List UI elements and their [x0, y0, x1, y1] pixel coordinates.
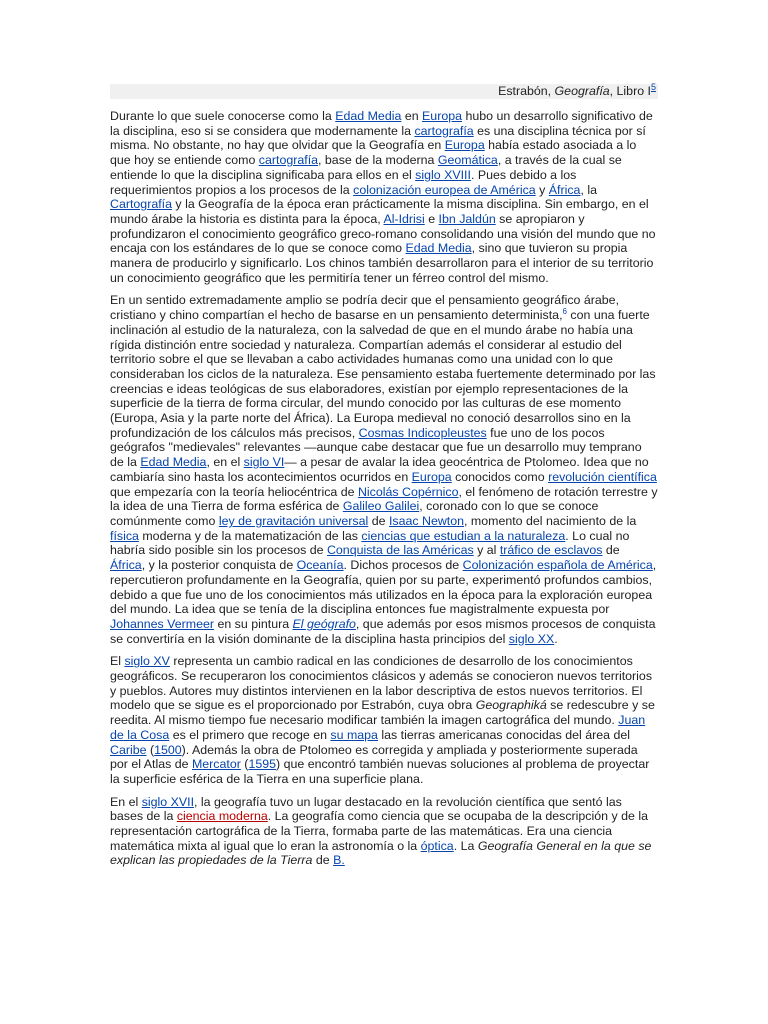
wiki-link[interactable]: Mercator: [191, 757, 241, 772]
wiki-link[interactable]: ley de gravitación universal: [218, 513, 369, 528]
italic-text: Geographiká: [475, 698, 547, 713]
text-run: se redescubre y se reedita. Al mismo tiempo fue necesario modificar también la imagen cartográfica del mundo.: [110, 698, 655, 728]
wiki-link[interactable]: Ibn Jaldún: [438, 211, 496, 226]
caption-work: Geografía: [554, 84, 610, 98]
wiki-link[interactable]: Juan de la Cosa: [110, 713, 646, 742]
text-run: (: [240, 757, 249, 772]
wiki-link[interactable]: Edad Media: [335, 109, 402, 123]
text-run: , sino que tuvieron su propia manera de producirlo y significarlo. Los chinos también desarrollaron para el interior de su territorio un conocimiento geográfico que les permitiría tener un férreo control del mismo.: [110, 241, 654, 285]
wiki-link[interactable]: África: [110, 558, 142, 573]
text-run: en su pintura: [214, 616, 293, 631]
wiki-link[interactable]: Isaac Newton: [388, 513, 465, 528]
text-run: y al: [473, 543, 500, 558]
wiki-link[interactable]: cartografía: [414, 123, 474, 138]
wiki-link[interactable]: 1595: [248, 757, 277, 772]
text-run: ) que encontró también nuevas soluciones al problema de proyectar la superficie esférica de la Tierra en una superficie plana.: [110, 757, 650, 786]
article-paragraph: [110, 654, 658, 786]
text-run: . Lo cual no habría sido posible sin los procesos de: [110, 528, 630, 558]
text-run: , la: [580, 182, 597, 197]
text-run: , el fenómeno de rotación terrestre y la idea de una Tierra de forma esférica de: [110, 484, 658, 514]
text-run: El: [110, 654, 125, 669]
text-run: Durante lo que suele conocerse como la: [110, 109, 336, 123]
text-run: es una disciplina técnica por sí misma. No obstante, no hay que olvidar que la Geografía en: [110, 123, 646, 153]
text-run: de: [368, 513, 389, 528]
wiki-link[interactable]: óptica: [420, 838, 454, 853]
text-run: , la geografía tuvo un lugar destacado en la revolución científica que sentó las bases de la: [110, 794, 622, 824]
caption-author: Estrabón,: [498, 84, 555, 98]
caption-reference-link[interactable]: 5: [650, 81, 656, 92]
text-run: , que además por esos mismos procesos de conquista se convertiría en la visión dominante de la disciplina hasta principios del: [110, 616, 656, 646]
wiki-link[interactable]: tráfico de esclavos: [499, 543, 603, 558]
text-run: se apropiaron y profundizaron el conocimiento geográfico greco-romano consolidando una visión del mundo que no encaja con los estándares de lo que se conoce como: [110, 211, 656, 256]
wiki-link[interactable]: Al-Idrisi: [383, 211, 425, 226]
text-run: de: [312, 853, 334, 868]
text-run: En un sentido extremadamente amplio se podría decir que el pensamiento geográfico árabe, cristiano y chino compartían el hecho de basarse en un pensamiento determinista,: [110, 293, 620, 323]
wiki-link[interactable]: Johannes Vermeer: [110, 616, 215, 631]
wiki-link[interactable]: ciencia moderna: [176, 809, 268, 824]
wiki-link[interactable]: 1500: [154, 742, 182, 757]
wiki-link[interactable]: siglo XV: [124, 654, 170, 669]
article-paragraph: [110, 293, 658, 646]
text-run: había estado asociada a lo que hoy se entiende como: [110, 138, 637, 168]
text-run: , base de la moderna: [318, 153, 438, 168]
text-run: hubo un desarrollo significativo de la disciplina, eso si se considera que modernamente la: [110, 109, 653, 138]
wiki-link[interactable]: Edad Media: [140, 455, 207, 470]
wiki-link[interactable]: El geógrafo: [292, 616, 356, 631]
wiki-link[interactable]: Cartografía: [110, 197, 172, 212]
text-run: con una fuerte inclinación al estudio de la naturaleza, con la salvedad de que en el mundo árabe no había una rígida distinción entre sociedad y naturaleza. Compartían además el considerar al estudio del territorio sobre el que se llevaban a cabo actividades humanas como una unidad con lo que consideraban los ciclos de la naturaleza. Ese pensamiento estaba fuertemente determinado por las creencias e ideas teológicas de sus elaboradores, existían por ejemplo representaciones de la superficie de la tierra de forma circular, del mundo conocido por las culturas de ese momento (Europa, Asia y la parte norte del África). La Europa medieval no conoció desarrollos sino en la profundización de los cálculos más precisos,: [110, 308, 656, 440]
wiki-link[interactable]: colonización europea de América: [353, 182, 536, 197]
text-run: . Dichos procesos de: [343, 558, 463, 573]
text-run: , momento del nacimiento de la: [464, 513, 637, 528]
quote-caption: [110, 81, 658, 99]
wiki-link[interactable]: física: [110, 528, 139, 543]
wiki-link[interactable]: cartografía: [258, 153, 319, 168]
wiki-link[interactable]: siglo XVII: [141, 794, 195, 809]
wiki-link[interactable]: siglo XVIII: [415, 167, 471, 182]
wiki-link[interactable]: revolución científica: [548, 469, 657, 484]
wiki-link[interactable]: B.: [333, 853, 345, 868]
wiki-link[interactable]: siglo VI: [243, 455, 285, 470]
wiki-link[interactable]: Europa: [422, 109, 463, 123]
wiki-link[interactable]: Geomática: [437, 153, 498, 168]
wiki-link[interactable]: Conquista de las Américas: [326, 543, 474, 558]
text-run: (: [146, 742, 155, 757]
text-run: que empezaría con la teoría heliocéntrica de: [110, 484, 358, 499]
wiki-link[interactable]: su mapa: [330, 727, 378, 742]
text-run: y la Geografía de la época eran prácticamente la misma disciplina. Sin embargo, en el mundo árabe la historia es distinta para la época,: [110, 197, 649, 226]
text-run: y: [535, 182, 549, 197]
wiki-link[interactable]: África: [548, 182, 581, 197]
text-run: es el primero que recoge en: [169, 727, 331, 742]
wiki-link[interactable]: Europa: [444, 138, 485, 153]
text-run: , coronado con lo que se conoce comúnmente como: [110, 499, 599, 528]
article-paragraph: [110, 109, 658, 285]
wiki-link[interactable]: Colonización española de América: [462, 558, 653, 573]
wiki-link[interactable]: Edad Media: [405, 241, 472, 256]
wiki-link[interactable]: Europa: [411, 469, 452, 484]
text-run: en: [401, 109, 423, 123]
text-run: moderna y de la matematización de las: [138, 528, 362, 543]
wiki-link[interactable]: Nicolás Copérnico: [357, 484, 459, 499]
text-run: las tierras americanas conocidas del área del: [377, 727, 631, 742]
caption-book: , Libro I: [609, 84, 651, 98]
article-body: [110, 109, 658, 868]
wiki-link[interactable]: ciencias que estudian a la naturaleza: [361, 528, 566, 543]
wiki-link[interactable]: Galileo Galilei: [342, 499, 420, 514]
text-run: conocidos como: [451, 469, 549, 484]
text-run: , en el: [206, 455, 244, 470]
text-run: representa un cambio radical en las condiciones de desarrollo de los conocimientos geográficos. Se recuperaron los conocimientos clásicos y además se conocieron nuevos territorios y pueblos. Autores muy distintos intervienen en la labor descriptiva de estos nuevos territorios. El modelo que se sigue es el proporcionado por Estrabón, cuya obra: [110, 654, 653, 713]
text-run: ). Además la obra de Ptolomeo es corregida y ampliada y posteriormente superada por el Atlas de: [110, 742, 638, 772]
article-page: [110, 81, 658, 876]
text-run: e: [424, 211, 439, 226]
wiki-link[interactable]: siglo XX: [508, 631, 555, 646]
footnote-link[interactable]: 6: [562, 307, 567, 317]
text-run: . Pues debido a los requerimientos propios a los procesos de la: [110, 167, 577, 197]
article-paragraph: [110, 795, 658, 869]
text-run: , repercutieron profundamente en la Geografía, quien por su parte, experimentó profundos cambios, debido a que fue uno de los conocimientos más utilizados en la época para la exploración europea del mundo. La idea que se tenía de la disciplina entonces fue magistralmente expuesta por: [110, 558, 657, 617]
text-run: En el: [110, 794, 142, 809]
text-run: de: [602, 543, 620, 558]
wiki-link[interactable]: Caribe: [110, 742, 147, 757]
text-run: , a través de la cual se entiende lo que la disciplina significaba para ellos en el: [110, 153, 622, 182]
text-run: . La: [453, 838, 478, 853]
wiki-link[interactable]: Cosmas Indicopleustes: [358, 425, 487, 440]
italic-text: Geografía General en la que se explican las propiedades de la Tierra: [110, 838, 652, 868]
text-run: . La geografía como ciencia que se ocupaba de la descripción y de la representación cartográfica de la Tierra, formaba parte de las matemáticas. Era una ciencia matemática mixta al igual que lo eran la astronomía o la: [110, 809, 648, 853]
wiki-link[interactable]: Oceanía: [296, 558, 344, 573]
text-run: , y la posterior conquista de: [141, 558, 297, 573]
text-run: — a pesar de avalar la idea geocéntrica de Ptolomeo. Idea que no cambiaría sino hasta los acontecimientos ocurridos en: [110, 455, 649, 484]
text-run: fue uno de los pocos geógrafos "medievales" relevantes —aunque cabe destacar que fue un desarrollo muy temprano de la: [110, 425, 642, 470]
text-run: .: [554, 631, 558, 646]
